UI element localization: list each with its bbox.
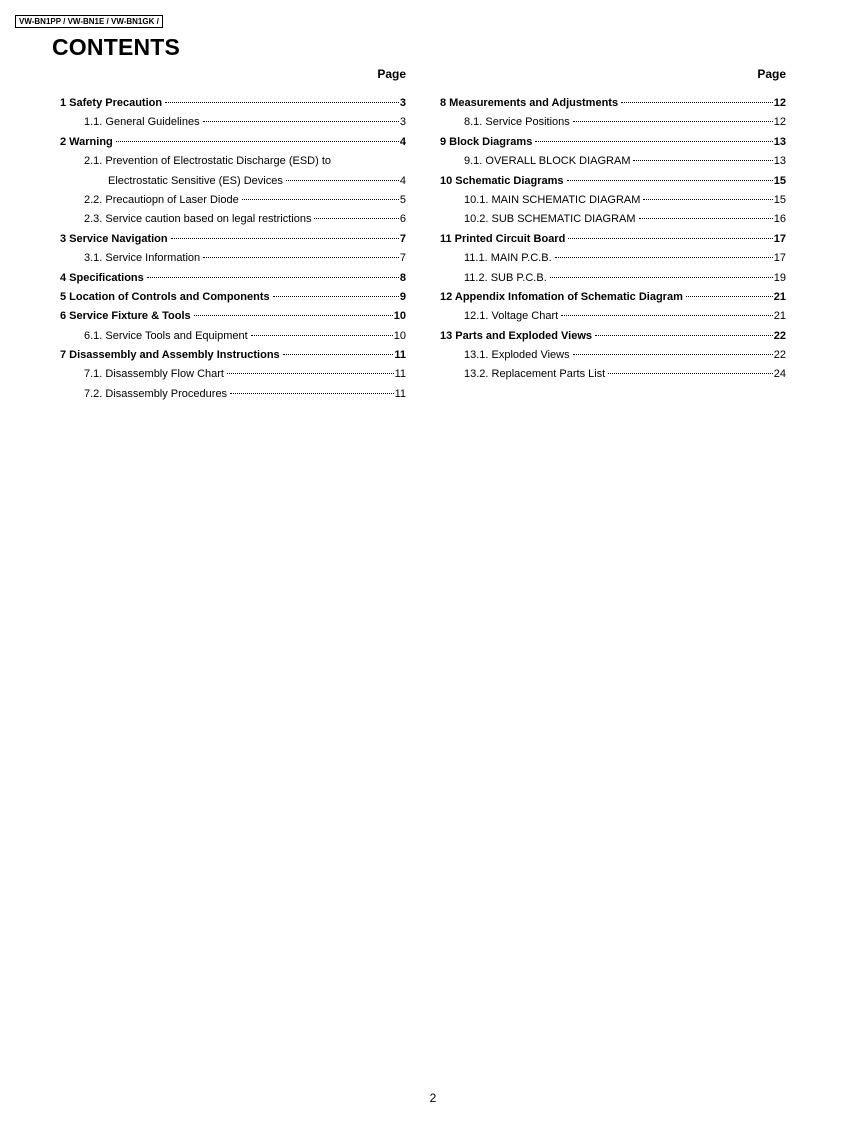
- toc-entry[interactable]: [60, 388, 406, 407]
- dot-leader: [147, 277, 399, 278]
- toc-entry-page: 7: [399, 252, 406, 265]
- dot-leader: [550, 277, 773, 278]
- toc-entry-page: 17: [773, 252, 786, 265]
- toc-entry-page: 10: [393, 310, 406, 323]
- toc-entry[interactable]: [60, 213, 406, 232]
- toc-entry-label: 7.1. Disassembly Flow Chart: [84, 368, 224, 381]
- toc-entry-label: 3 Service Navigation: [60, 232, 168, 245]
- toc-entry[interactable]: [440, 272, 786, 291]
- toc-column-right: [440, 66, 786, 388]
- toc-entry-label: 1.1. General Guidelines: [84, 116, 200, 129]
- dot-leader: [203, 257, 399, 258]
- toc-entry-label: Electrostatic Sensitive (ES) Devices: [108, 174, 283, 187]
- toc-entry[interactable]: [440, 252, 786, 271]
- toc-entry-label: 7 Disassembly and Assembly Instructions: [60, 349, 280, 362]
- toc-entry-page: 10: [393, 329, 406, 342]
- dot-leader: [203, 121, 399, 122]
- toc-entry-label: 1 Safety Precaution: [60, 97, 163, 109]
- dot-leader: [251, 335, 393, 336]
- toc-entry[interactable]: [440, 194, 786, 213]
- toc-entry-label: 13.2. Replacement Parts List: [464, 368, 606, 381]
- toc-entry[interactable]: [60, 330, 406, 349]
- toc-entry-page: 3: [399, 97, 406, 109]
- toc-entry[interactable]: [60, 116, 406, 135]
- dot-leader: [573, 354, 773, 355]
- toc-entry-label: 6 Service Fixture & Tools: [60, 310, 191, 323]
- toc-entry-page: 4: [399, 174, 406, 187]
- toc-entry-label: 2.3. Service caution based on legal restrictions: [84, 213, 312, 226]
- dot-leader: [573, 121, 773, 122]
- dot-leader: [608, 373, 773, 374]
- toc-entry-label: 2 Warning: [60, 135, 113, 148]
- toc-entry-page: 5: [399, 193, 406, 206]
- dot-leader: [230, 393, 394, 394]
- dot-leader: [171, 238, 399, 239]
- dot-leader: [686, 296, 773, 297]
- toc-entry-page: 15: [773, 193, 786, 206]
- toc-entry-page: 12: [773, 116, 786, 129]
- toc-entry-page: 11: [394, 349, 406, 362]
- toc-entry[interactable]: [60, 272, 406, 291]
- toc-entry-page: 3: [399, 116, 406, 129]
- dot-leader: [633, 160, 772, 161]
- toc-entry-label: 8 Measurements and Adjustments: [440, 97, 619, 109]
- dot-leader: [165, 102, 399, 103]
- toc-entry[interactable]: [60, 194, 406, 213]
- dot-leader: [567, 180, 773, 181]
- dot-leader: [242, 199, 399, 200]
- toc-entry-page: 12: [773, 97, 786, 109]
- toc-entry-label: 6.1. Service Tools and Equipment: [84, 329, 248, 342]
- toc-entry[interactable]: [60, 252, 406, 271]
- toc-entry[interactable]: [440, 155, 786, 174]
- model-number-box: VW-BN1PP / VW-BN1E / VW-BN1GK /: [15, 15, 163, 28]
- dot-leader: [314, 218, 398, 219]
- toc-entry[interactable]: [60, 349, 406, 368]
- toc-entry-label: 11.1. MAIN P.C.B.: [464, 252, 552, 265]
- toc-list-left: [60, 97, 406, 407]
- toc-entry-page: 24: [773, 368, 786, 381]
- dot-leader: [273, 296, 399, 297]
- toc-entry-label: 5 Location of Controls and Components: [60, 290, 270, 303]
- toc-entry-label: 4 Specifications: [60, 271, 144, 284]
- page-title: CONTENTS: [52, 34, 181, 60]
- toc-entry-page: 11: [394, 387, 406, 400]
- toc-entry-label: 3.1. Service Information: [84, 252, 201, 265]
- toc-entry[interactable]: [60, 368, 406, 387]
- toc-entry-label: 8.1. Service Positions: [464, 116, 570, 129]
- toc-entry[interactable]: [60, 136, 406, 155]
- toc-entry[interactable]: [440, 368, 786, 387]
- toc-entry[interactable]: [440, 175, 786, 194]
- dot-leader: [561, 315, 773, 316]
- toc-entry-label: 12.1. Voltage Chart: [464, 310, 559, 323]
- toc-entry-page: 11: [394, 368, 406, 381]
- toc-entry-page: 6: [399, 213, 406, 226]
- dot-leader: [639, 218, 773, 219]
- toc-entry[interactable]: [440, 310, 786, 329]
- toc-entry[interactable]: [60, 175, 406, 194]
- toc-entry-label: 12 Appendix Infomation of Schematic Diagram: [440, 290, 683, 303]
- dot-leader: [535, 141, 772, 142]
- page-column-header-right: Page: [757, 67, 786, 81]
- toc-entry-label: 2.2. Precautiopn of Laser Diode: [84, 193, 239, 206]
- toc-entry-label: 10.2. SUB SCHEMATIC DIAGRAM: [464, 213, 636, 226]
- toc-entry-label: 10.1. MAIN SCHEMATIC DIAGRAM: [464, 193, 641, 206]
- dot-leader: [555, 257, 773, 258]
- toc-list-right: [440, 97, 786, 388]
- toc-entry-label: 10 Schematic Diagrams: [440, 174, 564, 187]
- toc-entry-page: 13: [773, 135, 786, 148]
- toc-entry-page: 22: [773, 349, 786, 362]
- toc-entry[interactable]: [440, 116, 786, 135]
- toc-entry-page: 16: [773, 213, 786, 226]
- toc-entry-page: 13: [773, 155, 786, 168]
- toc-entry[interactable]: [60, 233, 406, 252]
- toc-entry[interactable]: [440, 97, 786, 116]
- toc-entry-page: 19: [773, 271, 786, 284]
- dot-leader: [568, 238, 772, 239]
- toc-entry[interactable]: [60, 291, 406, 310]
- toc-entry-page: 21: [773, 310, 786, 323]
- dot-leader: [595, 335, 773, 336]
- toc-entry[interactable]: [440, 233, 786, 252]
- toc-entry-label: 11 Printed Circuit Board: [440, 232, 566, 245]
- toc-entry-page: 17: [773, 232, 786, 245]
- toc-entry[interactable]: [440, 291, 786, 310]
- toc-entry[interactable]: [60, 155, 406, 174]
- toc-entry-label: 9 Block Diagrams: [440, 135, 533, 148]
- page-number: 2: [429, 1091, 437, 1105]
- dot-leader: [283, 354, 394, 355]
- toc-entry[interactable]: [60, 97, 406, 116]
- page-column-header-left: Page: [377, 67, 406, 81]
- toc-entry-page: 9: [399, 290, 406, 303]
- toc-entry-page: 4: [399, 135, 406, 148]
- toc-entry-page: 7: [399, 232, 406, 245]
- toc-column-left: [60, 66, 406, 407]
- toc-entry[interactable]: [440, 330, 786, 349]
- toc-entry[interactable]: [440, 213, 786, 232]
- dot-leader: [643, 199, 772, 200]
- toc-entry-page: 8: [399, 271, 406, 284]
- toc-entry[interactable]: [440, 136, 786, 155]
- toc-entry-label: 13 Parts and Exploded Views: [440, 329, 593, 342]
- toc-entry[interactable]: [60, 310, 406, 329]
- toc-entry-label: 7.2. Disassembly Procedures: [84, 387, 228, 400]
- dot-leader: [227, 373, 394, 374]
- dot-leader: [621, 102, 773, 103]
- toc-entry[interactable]: [440, 349, 786, 368]
- dot-leader: [286, 180, 399, 181]
- toc-entry-page: 21: [773, 290, 786, 303]
- toc-entry-label: 13.1. Exploded Views: [464, 349, 570, 362]
- toc-entry-label: 2.1. Prevention of Electrostatic Discharge (ESD) to: [84, 155, 331, 168]
- dot-leader: [194, 315, 393, 316]
- toc-entry-label: 11.2. SUB P.C.B.: [464, 271, 547, 284]
- toc-entry-label: 9.1. OVERALL BLOCK DIAGRAM: [464, 155, 631, 168]
- dot-leader: [116, 141, 399, 142]
- toc-entry-page: 15: [773, 174, 786, 187]
- toc-entry-page: 22: [773, 329, 786, 342]
